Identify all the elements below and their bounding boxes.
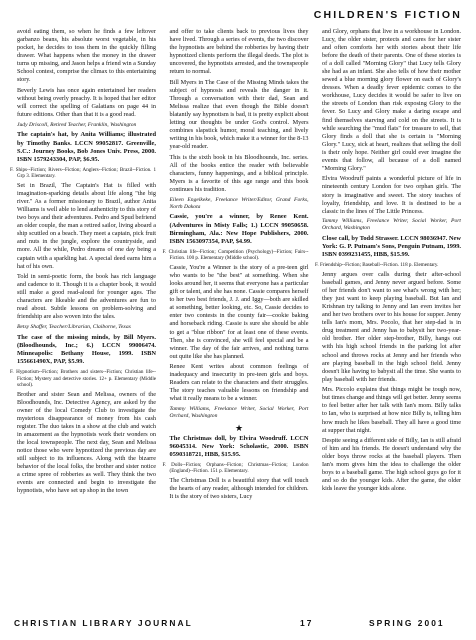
review-heading: Cassie, you're a winner, by Renee Kent. (Adventures in Misty Falls; 1.) LCCN 99050658. Birmingham, Ala.: New Hope Publishers, 2000. ISBN 1563097354, PAP, $4.99. [169,213,309,245]
paragraph: Renee Kent writes about common feelings of inadequacy and insecurity in pre-teen girls and boys. Readers can relate to the characters and their struggles. The story teaches valuable lessons on friendship and what it really means to be a winner. [169,363,309,403]
review-heading: The Christmas doll, by Elvira Woodruff. LCCN 96045314. New York: Scholastic, 2000. ISBN 0590318721, HBB, $15.95. [169,434,309,459]
star-icon: ★ [234,422,244,433]
subject-headings: F. Dolls--Fiction; Orphans--Fiction; Christmas--Fiction; London (England)--Fiction. 151 p. Elementary. [162,461,309,475]
reviewer-signature: Eileen Engelkeke, Freelance Writer/Editor, Grand Forks, North Dakota [169,196,309,210]
paragraph: and Glory, orphans that live in a workhouse in London. Lucy, the older sister, protects and cares for her sister and often comforts her with stories about their life before the death of their parents. One of these stories is of a doll called "Morning Glory" that Lucy tells Glory she had as an infant. She also tells of how their mother sewed a blue morning glory flower on each of Glory's dresses. When a deadly fever epidemic comes to the workhouse, Lucy decides it would be safer to live on the streets of London than risk exposing Glory to the fever. So Lucy and Glory make a daring escape and find themselves starving and cold on the streets. It is while searching the "mud flats" for treasure to sell, that Glory finds a doll that she is certain is "Morning Glory." Lucy, sick at heart, realizes that selling the doll is their only hope. Neither girl could ever imagine the events that follow, all because of a doll named "Morning Glory." [322,28,461,172]
section-header: CHILDREN'S FICTION [313,9,462,21]
reviewer-signature: Betsy Shaffer, Teacher/Librarian, Claiborne, Texas [17,324,131,331]
paragraph: Despite seeing a different side of Billy, Ian is still afraid of him and his friends. He doesn't understand why the older boys throw rocks at the baseball players. Then Ian's mom gives him the idea to challenge the older boys to a baseball game. The high school guys go for it and so do the younger kids. After the game, the older kids leave the younger kids alone. [322,437,461,493]
review-heading: The captain's hat, by Anita Williams; illustrated by Timothy Banks. LCCN 99052817. Greenville, S.C.: Journey Books, Bob Jones Univ. Press, 2000. ISBN 1579243304, PAP, $6.95. [17,131,156,163]
reviewer-signature: Tammy Williams, Freelance Writer, Social Worker, Port Orchard, Washington [169,406,309,420]
paragraph: Jenny argues over calls during their after-school baseball games, and Jenny never argued before. Some of her friends don't want to see what's wrong with her; they just want to keep playing baseball. But Ian and Krishnan try talking to Jenny and Ian even invites her and her two brothers over to his house for supper. Jenny tells Ian's mom, Mrs. Pocolo, that her step-dad is in drug treatment and Jenny has to babysit her two-year-old brother. Her older step-brother, Billy, hangs out with his high school friends in the parking lot after school and throws rocks at Jenny and her friends who are playing baseball in the high school field. Jenny doesn't like having to babysit all the time. She wants to play baseball with her friends. [322,271,461,383]
page-footer [0,618,476,632]
subject-headings: F. Christian life--Fiction; Competition (Psychology)--Fiction; Fairs--Fiction. 100 p. Elementary (Middle school). [162,248,309,262]
paragraph: Beverly Lewis has once again entertained her readers without being overly preachy. It is hoped that her editor will correct the spelling of Galatians on page 44 in future editions. Other than that it is a good read. [17,86,156,119]
column-middle [162,28,309,608]
subject-headings: F. Ships--Fiction; Rivers--Fiction; Anglers--Fiction; Brazil--Fiction. 1 Grp 3. Elementary. [10,166,156,180]
column-right [315,28,461,608]
journal-name: CHRISTIAN LIBRARY JOURNAL [14,618,193,628]
column-left [10,28,156,608]
paragraph: Brother and sister Sean and Melissa, owners of the Bloodhounds, Inc. Detective Agency, are asked by the owner of the local Comedy Club to investigate the mysterious disappearance of money from his cash register. The duo takes in a show at the club and watch in amazement as the hypnotists work their wonders on the local townspeople. The next day, Sean and Melissa notice those who were hypnotized the previous day are still subject to its influences. Along with the bizarre behavior of the local folks, the brother and sister notice a crime spree of robberies as well. They think the two events are connected and begin to investigate the hypnotists, who have set up shop in the town [17,390,156,495]
review-columns [10,28,461,608]
paragraph: avoid eating them, so when he finds a few leftover garbanzo beans, his absolute worst vegetable, in his pocket, he decides to toss them in the quickly filling drawer. What happens when the money in the drawer turns up missing, and Jason helps a friend win a Sunday School contest, comprise the climax to this entertaining story. [17,28,156,84]
paragraph: and offer to take clients back to previous lives they have lived. Through a series of events, the two discover the hypnotists are behind the robberies by having their hypnotized clients perform the illegal deeds. The plot is uncovered, the hypnotists arrested, and the townspeople return to normal. [169,28,309,76]
paragraph: Cassie, You're a Winner is the story of a pre-teen girl who wants to be "the best" at something. When she looks around her, it seems that everyone has a particular gift or talent, and she has none. Cassie compares herself to her two best friends, J. J. and Iggy—both are skilled at something, better looking, etc. So, Cassie decides to enter two contests in the county fair—cookie baking and horseback riding. Cassie is sure she should be able to get a "blue ribbon" for at least one of these events. Then, she is convinced, she will feel special and be a winner. The day of the fair arrives, and nothing turns out quite like she has planned. [169,264,309,360]
reviewer-signature: Judy Driscoll, Retired Teacher, Franklin, Washington [17,121,137,128]
paragraph: Set in Brazil, The Captain's Hat is filled with imagination-sparking details about life along "the big river." As a former missionary to Brazil, author Anita Williams is well able to lend authenticity to this story of two boys and their adventures. Pedro and Spud befriend an older couple, the man a retired sailor, living aboard a ship scuttled on a beach. They meet a captain, pick fruit and nuts in the jungle, explore the countryside, and more. All the while, Pedro dreams of one day being a captain with a sparkling hat. A special deed earns him a hat of his own. [17,182,156,270]
paragraph: Bill Myers in The Case of the Missing Minds takes the subject of hypnosis and reveals the danger in it. Through a conversation with their dad, Sean and Melissa realize that even though the Bible doesn't blatantly say hypnotism is bad, it is pretty explicit about letting our thoughts be under God's control. Myers combines slapstick humor, moral teaching, and lively writing in his book, which make it a winner for the 8-13 year-old reader. [169,78,309,151]
paragraph: Mrs. Piccolo explains that things might be tough now, but times change and things will get better. Jenny seems to feel better after her talk with Ian's mom. Billy talks to Ian, who is surprised at how nice Billy is, telling him how much he likes baseball. They all have a good time at supper that night. [322,386,461,434]
issue-label: SPRING 2001 [369,618,445,628]
subject-headings: F. Friendship--Fiction; Baseball--Fiction. 118 p. Elementary. [315,262,439,269]
subject-headings: F. Hypnotism--Fiction; Brothers and sisters--Fiction; Christian life--Fiction; Mystery and detective stories. 12+ p. Elementary (Middle school). [10,369,156,388]
paragraph: Elvira Woodruff paints a wonderful picture of life in nineteenth century London for two orphan girls. The story is imaginative and sweet. The story teaches of loyalty, friendship, and love. It is destined to be a classic in the lines of The Little Princess. [322,175,461,215]
page-number: 17 [300,618,314,628]
paragraph: Told in semi-poetic form, the book has rich language and cadence to it. Though it is a chapter book, it would still make a good read-aloud for younger ages. The characters are likeable and the adventures are fun to read about. Subtle lessons on problem-solving and friendship are also woven into the tales. [17,273,156,321]
review-heading: The case of the missing minds, by Bill Myers. (Bloodhounds, Inc.; 6.) LCCN 99006474. Minneapolis: Bethany House, 1999. ISBN 155661490X, PAP, $5.99. [17,333,156,366]
paragraph: This is the sixth book in his Bloodhounds, Inc. series. All of the books entice the reader with believable characters, funny happenings, and a biblical principle. Myers is a favorite of this age range and this book continues his tradition. [169,153,309,194]
reviewer-signature: Tammy Williams, Freelance Writer, Social Worker, Port Orchard, Washington [322,218,461,232]
review-heading: Close call, by Todd Strasser. LCCN 98036947. New York: G. P. Putnam's Sons, Penguin Putnam, 1999. ISBN 0399231455, HBB, $15.99. [322,234,461,259]
paragraph: The Christmas Doll is a beautiful story that will touch the hearts of any reader, although intended for children. It is the story of two sisters, Lucy [169,477,309,501]
